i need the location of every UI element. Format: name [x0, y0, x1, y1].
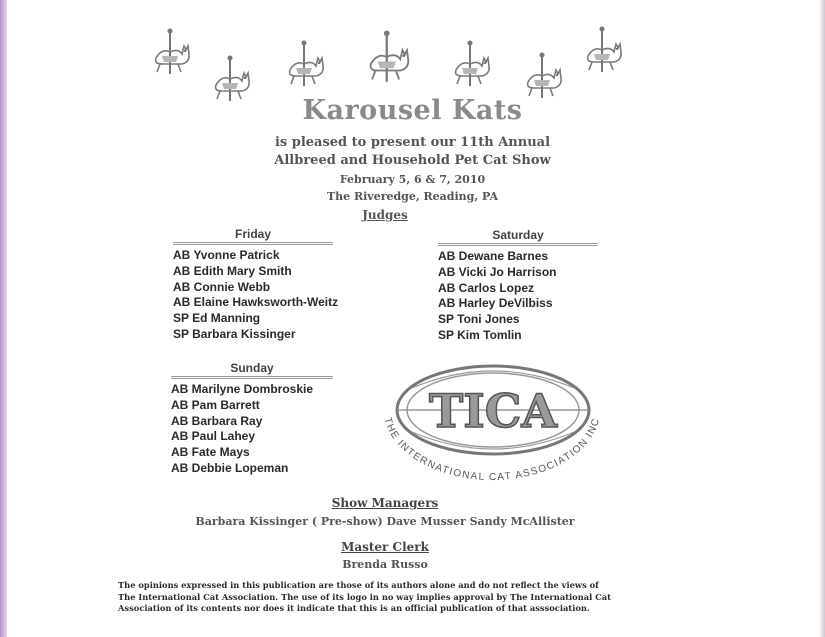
judge-name: AB Yvonne Patrick [173, 248, 280, 262]
master-clerk-name: Brenda Russo [342, 558, 428, 571]
disclaimer-line: The opinions expressed in this publication are those of its authors alone and do not reflect the views of [118, 580, 599, 590]
judges-heading: Judges [362, 208, 408, 222]
show-name: Allbreed and Household Pet Cat Show [274, 153, 551, 168]
show-dates: February 5, 6 & 7, 2010 [339, 173, 486, 186]
master-clerk-heading: Master Clerk [341, 540, 429, 554]
sunday-heading: Sunday [171, 361, 333, 379]
judge-name: SP Kim Tomlin [438, 327, 522, 342]
disclaimer [118, 580, 638, 615]
carousel-cat-icon [282, 40, 330, 88]
friday-judges [173, 227, 339, 343]
tica-ring-text: THE INTERNATIONAL CAT ASSOCIATION INC [381, 416, 603, 484]
tica-logo [372, 360, 612, 490]
show-venue: The Riveredge, Reading, PA [326, 190, 499, 203]
judge-name: AB Marilyne Dombroskie [171, 382, 314, 396]
judge-name: AB Elaine Hawksworth-Weitz [173, 295, 339, 310]
intro-line: is pleased to present our 11th Annual [274, 135, 551, 150]
show-title: Karousel Kats [302, 95, 523, 126]
friday-heading: Friday [173, 227, 333, 245]
carousel-cat-icon [148, 28, 196, 76]
judge-name: AB Dewane Barnes [438, 249, 549, 263]
carousel-cat-icon [448, 40, 496, 88]
judge-name: SP Barbara Kissinger [173, 326, 296, 341]
judge-name: AB Pam Barrett [171, 397, 260, 412]
judge-name: AB Debbie Lopeman [171, 460, 289, 475]
judge-name: AB Fate Mays [171, 445, 250, 460]
judge-name: AB Connie Webb [173, 279, 271, 294]
judge-name: SP Ed Manning [173, 311, 261, 326]
saturday-heading: Saturday [438, 228, 598, 246]
saturday-judges [438, 228, 598, 344]
judge-name: AB Edith Mary Smith [173, 263, 292, 278]
judge-name: AB Harley DeVilbiss [438, 296, 553, 311]
carousel-cat-icon [520, 52, 568, 100]
disclaimer-line: Association of its contents nor does it indicate that this is an official publication of that asssociation. [118, 603, 590, 614]
judge-name: AB Paul Lahey [171, 429, 256, 444]
judge-name: AB Vicki Jo Harrison [438, 264, 557, 279]
carousel-cat-icon [580, 26, 628, 74]
sunday-judges [171, 361, 333, 477]
carousel-cat-icon [362, 30, 416, 84]
show-managers-heading: Show Managers [331, 496, 439, 510]
judge-name: AB Barbara Ray [171, 413, 263, 428]
show-managers-names: Barbara Kissinger ( Pre-show) Dave Musser Sandy McAllister [195, 515, 575, 528]
tica-acronym: TICA [428, 384, 558, 438]
disclaimer-line: The International Cat Association. The use of its logo in no way implies approval by The International Cat [118, 591, 611, 602]
judge-name: SP Toni Jones [438, 312, 520, 327]
judge-name: AB Carlos Lopez [438, 280, 535, 295]
